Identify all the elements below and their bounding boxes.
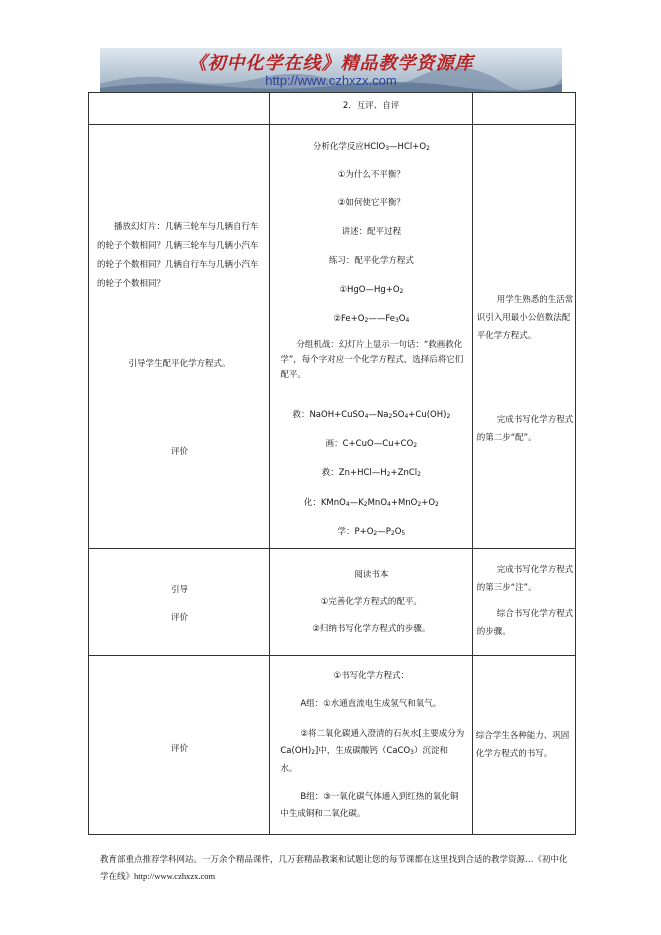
- footer-text: 教育部重点推荐学科网站。一万余个精品课件，几万套精品教案和试题让您的每节课都在这里找到合适的教学资源…《初中化学在线》: [100, 855, 568, 882]
- table-row: [89, 656, 576, 835]
- row1-left-evaluate: 评价: [170, 447, 188, 457]
- banner-url-link[interactable]: http://www.czhxzx.com: [265, 73, 397, 88]
- row1-mid-question-1: ①为什么不平衡？: [337, 170, 405, 180]
- row3-left-evaluate: 评价: [170, 744, 188, 754]
- row2-mid-read: 阅读书本: [354, 570, 389, 580]
- table-row: [89, 549, 576, 656]
- row2-left-evaluate: 评价: [170, 613, 188, 623]
- row1-mid-equation-hua2: 化：$KMnO_4—K_2MnO_4+MnO_2+O_2$: [303, 498, 439, 508]
- row1-mid-equation-hua: 画：$C+CuO—Cu+CO_2$: [325, 439, 418, 449]
- row1-mid-exercise: 练习：配平化学方程式: [328, 256, 414, 266]
- row1-mid-equation-jiu2: 救：$Zn+HCl—H_2+ZnCl_2$: [321, 468, 421, 478]
- row1-mid-group-activity: 分组机战：幻灯片上显示一句话：“救画救化学”，每个字对应一个化学方程式，选择后将它们配平。: [280, 340, 464, 380]
- row2-right-steps: 综合书写化学方程式的步骤。: [476, 609, 574, 637]
- row0-middle-text: 2．互评、自评: [342, 101, 400, 111]
- row1-right-step2: 完成书写化学方程式的第二步“配”。: [476, 415, 574, 443]
- row3-mid-group-a: A组：①水通直流电生成氢气和氧气。: [300, 699, 442, 709]
- row3-mid-group-b: B组：③一氧化碳气体通入到红热的氧化铜中生成铜和二氧化碳。: [280, 792, 459, 819]
- row1-mid-explain: 讲述：配平过程: [341, 227, 402, 237]
- lesson-table: [88, 92, 576, 835]
- banner-title: 《初中化学在线》精品教学资源库: [188, 53, 474, 74]
- row1-right-purpose: 用学生熟悉的生活常识引入用最小公倍数法配平化学方程式。: [476, 295, 574, 341]
- table-row: [89, 125, 576, 549]
- row1-left-guide: 引导学生配平化学方程式。: [128, 359, 231, 369]
- row2-right-step3: 完成书写化学方程式的第三步“注”。: [476, 565, 574, 593]
- row1-mid-analyze: 分析化学反应$HClO_3—HCl+O_2$: [312, 142, 430, 152]
- row1-mid-equation-hgo: $①HgO—Hg+O_2$: [339, 285, 404, 295]
- row3-right-summary: 综合学生各种能力、巩固化学方程式的书写。: [475, 731, 570, 759]
- table-row: [89, 93, 576, 125]
- header-banner: [100, 48, 562, 92]
- row1-mid-equation-fe: $②Fe+O_2——Fe_3O_4$: [333, 314, 410, 324]
- row2-mid-complete: ①完善化学方程式的配平。: [320, 597, 422, 607]
- footer-note: [100, 852, 570, 885]
- row3-mid-limewater: ②将二氧化碳通入澄清的石灰水[主要成分为$Ca(OH)_2$]中，生成碳酸钙（CaCO$_3$）沉淀和水。: [280, 729, 465, 774]
- row2-mid-summarize: ②归纳书写化学方程式的步骤。: [312, 624, 431, 634]
- row1-mid-equation-jiu: 救：$NaOH+CuSO_4—Na_2SO_4+Cu(OH)_2$: [292, 410, 451, 420]
- row3-mid-write: ①书写化学方程式：: [333, 671, 410, 681]
- row1-mid-equation-xue: 学：$P+O_2—P_2O_5$: [337, 527, 406, 537]
- row1-left-teacher-activity: 播放幻灯片：几辆三轮车与几辆自行车的轮子个数相同？几辆三轮车与几辆小汽车的轮子个数相同？几辆自行车与几辆小汽车的轮子个数相同？: [97, 222, 259, 289]
- footer-url-link[interactable]: http://www.czhxzx.com: [134, 871, 216, 881]
- row1-mid-question-2: ②如何使它平衡？: [337, 198, 405, 208]
- row2-left-guide: 引导: [170, 585, 188, 595]
